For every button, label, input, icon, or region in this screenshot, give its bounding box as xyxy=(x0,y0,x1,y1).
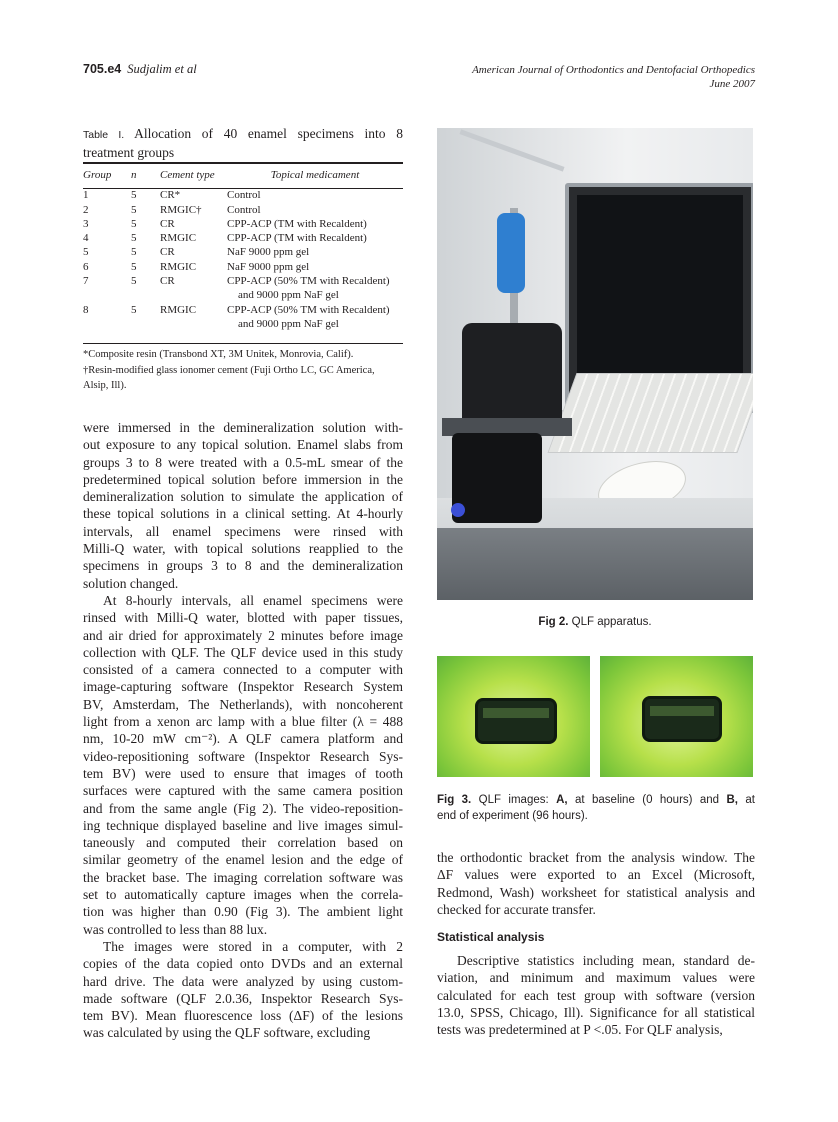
text-line: ΔF values were exported to an Excel (Microsoft, xyxy=(437,867,755,883)
cell-cement-type xyxy=(160,231,227,245)
allocation-table xyxy=(83,168,403,331)
cell-cement-type xyxy=(160,260,227,274)
fig3-caption xyxy=(437,792,755,824)
text-line: demineralization solution to simulate the application of xyxy=(83,489,403,505)
keyboard xyxy=(547,373,753,453)
text-line: BV, Amsterdam, The Netherlands), with noncoherent xyxy=(83,696,403,712)
cell-text: Control xyxy=(227,203,261,216)
microscope-body xyxy=(462,323,562,433)
cell-n xyxy=(131,303,160,332)
cell-text: 5 xyxy=(131,203,137,216)
table-header-row xyxy=(83,168,403,188)
cell-group xyxy=(83,203,131,217)
microscope-base xyxy=(452,433,542,523)
cell-text: 6 xyxy=(83,260,89,273)
cell-text: 5 xyxy=(131,303,137,316)
fig2-caption-text: QLF apparatus. xyxy=(571,616,652,628)
text-line: viation, and minimum and maximum values were xyxy=(437,970,755,986)
cell-text: 5 xyxy=(131,189,137,202)
fig3-image-b xyxy=(600,656,753,777)
text-line: collection with QLF. The QLF device used in this study xyxy=(83,644,403,660)
col-header: Topical medicament xyxy=(270,169,360,181)
cell-topical-medicament xyxy=(227,203,403,217)
cell-text: NaF 9000 ppm gel xyxy=(227,260,310,273)
panel-a-label: A, xyxy=(556,794,568,806)
caption-text: end of experiment (96 hours). xyxy=(437,810,588,822)
text-line: copies of the data copied onto DVDs and an external xyxy=(83,956,403,972)
text-line: predetermined topical solution before immersion in the xyxy=(83,471,403,487)
statistical-analysis-body xyxy=(437,952,755,1038)
text-line: tem BV) were used to ensure that images of tooth xyxy=(83,765,403,781)
bracket xyxy=(642,696,722,742)
journal-name: American Journal of Orthodontics and Dentofacial Orthopedics xyxy=(472,64,755,76)
text-line: specimens in groups 3 to 8 and the demineralization xyxy=(83,558,403,574)
text-line: The images were stored in a computer, with 2 xyxy=(103,938,403,954)
lamp-arm xyxy=(459,129,564,171)
cell-cement-type xyxy=(160,245,227,259)
table-footnotes xyxy=(83,347,403,394)
cell-cement-type xyxy=(160,274,227,303)
table-title-line: Allocation of 40 enamel specimens into 8 xyxy=(134,126,403,141)
text-line: surfaces were captured with the same camera position xyxy=(83,783,403,799)
text-line: were immersed in the demineralization solution with- xyxy=(83,420,403,435)
cell-text: 8 xyxy=(83,303,89,316)
cell-text: CR xyxy=(160,246,175,259)
cell-text-continued: and 9000 ppm NaF gel xyxy=(238,317,339,330)
text-line: consisted of a camera connected to a computer with xyxy=(83,662,403,678)
footnote: †Resin-modified glass ionomer cement (Fuji Ortho LC, GC America, xyxy=(83,364,375,376)
cell-topical-medicament xyxy=(227,303,403,332)
table-row xyxy=(83,231,403,245)
table-row xyxy=(83,217,403,231)
text-line: tion was higher than 0.90 (Fig 3). The ambient light xyxy=(83,904,403,920)
table-label: Table I. xyxy=(83,129,125,141)
text-line: calculated for each test group with software (version xyxy=(437,987,755,1003)
text-line: ing technique displayed baseline and live images simul- xyxy=(83,817,403,833)
fig3-label: Fig 3. xyxy=(437,794,472,806)
text-line: the orthodontic bracket from the analysis window. The xyxy=(437,850,755,865)
text-line: and from the same angle (Fig 2). The video-reposition- xyxy=(83,800,403,816)
cell-cement-type xyxy=(160,217,227,231)
cell-n xyxy=(131,231,160,245)
cell-topical-medicament xyxy=(227,245,403,259)
table-top-rule xyxy=(83,162,403,164)
text-line: Descriptive statistics including mean, standard de- xyxy=(457,953,755,968)
cell-text: RMGIC† xyxy=(160,203,202,216)
text-line: video-repositioning software (Inspektor Research Sys- xyxy=(83,748,403,764)
left-column-body xyxy=(83,419,403,1042)
text-line: nm, 10-20 mW cm⁻²). A QLF camera platform and xyxy=(83,731,403,747)
fig2-caption xyxy=(437,614,753,630)
cell-group xyxy=(83,260,131,274)
cell-text-continued: and 9000 ppm NaF gel xyxy=(238,289,339,302)
cell-topical-medicament xyxy=(227,188,403,202)
fig2-photo-qlf-apparatus xyxy=(437,128,753,600)
cell-text: 5 xyxy=(131,275,137,288)
cell-text: Control xyxy=(227,189,261,202)
cell-text: CR xyxy=(160,217,175,230)
issue-date: June 2007 xyxy=(709,78,755,90)
running-header-right xyxy=(472,63,755,91)
cell-n xyxy=(131,274,160,303)
cell-text: 3 xyxy=(83,217,89,230)
col-header: Group xyxy=(83,169,112,181)
cell-cement-type xyxy=(160,188,227,202)
light-guide-connector xyxy=(451,503,465,517)
right-column-body xyxy=(437,849,755,918)
text-line: made software (QLF 2.0.36, Inspektor Research Sys- xyxy=(83,990,403,1006)
cell-text: 4 xyxy=(83,232,89,245)
text-line: hard drive. The data were analyzed by using custom- xyxy=(83,973,403,989)
cell-text: 7 xyxy=(83,275,89,288)
bracket xyxy=(475,698,557,744)
text-line: groups 3 to 8 were treated with a 0.5-mL smear of the xyxy=(83,454,403,470)
text-line: 13.0, SPSS, Chicago, Ill). Significance for all statistical xyxy=(437,1004,755,1020)
text-line: light from a xenon arc lamp with a blue filter (λ = 488 xyxy=(83,714,403,730)
panel-b-label: B, xyxy=(726,794,738,806)
text-line: tem BV). Mean fluorescence loss (ΔF) of the lesions xyxy=(83,1008,403,1024)
footnote: *Composite resin (Transbond XT, 3M Unitek, Monrovia, Calif). xyxy=(83,349,354,360)
cell-text: CR xyxy=(160,275,175,288)
cell-text: 2 xyxy=(83,203,89,216)
cell-text: CPP-ACP (50% TM with Recaldent) xyxy=(227,303,390,316)
cell-text: 5 xyxy=(131,260,137,273)
text-line: set to automatically capture images when the correla- xyxy=(83,887,403,903)
qlf-camera xyxy=(497,213,525,293)
cell-text: 5 xyxy=(131,217,137,230)
cell-text: NaF 9000 ppm gel xyxy=(227,246,310,259)
authors: Sudjalim et al xyxy=(127,62,197,76)
footnote: Alsip, Ill). xyxy=(83,380,127,391)
text-line: solution changed. xyxy=(83,575,179,591)
cell-group xyxy=(83,231,131,245)
table-bottom-rule xyxy=(83,343,403,344)
cell-text: 5 xyxy=(131,232,137,245)
cell-text: CPP-ACP (TM with Recaldent) xyxy=(227,217,367,230)
cell-topical-medicament xyxy=(227,274,403,303)
cell-n xyxy=(131,188,160,202)
text-line: tests was predetermined at P <.05. For QLF analysis, xyxy=(437,1022,723,1038)
cell-group xyxy=(83,217,131,231)
text-line: was controlled to less than 88 lux. xyxy=(83,921,268,937)
cell-cement-type xyxy=(160,303,227,332)
col-header: Cement type xyxy=(160,169,215,181)
cell-cement-type xyxy=(160,203,227,217)
cell-topical-medicament xyxy=(227,231,403,245)
page-number: 705.e4 xyxy=(83,62,122,76)
text-line: these topical solutions in a clinical setting. At 4-hourly xyxy=(83,506,403,522)
text-line: Milli-Q water, with topical solutions reapplied to the xyxy=(83,541,403,557)
fig3-image-a xyxy=(437,656,590,777)
caption-text: at baseline (0 hours) and xyxy=(575,794,720,806)
text-line: intervals, all enamel specimens were rinsed with xyxy=(83,523,403,539)
text-line: was calculated by using the QLF software, excluding xyxy=(83,1025,371,1041)
table-row xyxy=(83,245,403,259)
cell-text: RMGIC xyxy=(160,260,197,273)
text-line: Redmond, Wash) worksheet for statistical analysis and xyxy=(437,884,755,900)
cell-group xyxy=(83,245,131,259)
cell-text: 5 xyxy=(131,246,137,259)
cell-text: CPP-ACP (50% TM with Recaldent) xyxy=(227,275,390,288)
cell-text: CR* xyxy=(160,189,181,202)
light-source-box xyxy=(437,528,753,600)
text-line: checked for accurate transfer. xyxy=(437,901,596,917)
caption-text: QLF images: xyxy=(478,794,549,806)
table-title-line: treatment groups xyxy=(83,145,175,160)
col-header: n xyxy=(131,169,137,181)
cell-n xyxy=(131,217,160,231)
text-line: At 8-hourly intervals, all enamel specimens were xyxy=(103,592,403,608)
cell-n xyxy=(131,245,160,259)
cell-n xyxy=(131,203,160,217)
text-line: out exposure to any topical solution. Enamel slabs from xyxy=(83,437,403,453)
table-row xyxy=(83,274,403,303)
fig2-label: Fig 2. xyxy=(538,616,569,628)
text-line: and air dried for approximately 2 minutes before image xyxy=(83,627,403,643)
text-line: image-capturing software (Inspektor Research System xyxy=(83,679,403,695)
table-row xyxy=(83,260,403,274)
bracket-slot xyxy=(483,708,549,718)
cell-text: RMGIC xyxy=(160,303,197,316)
cell-topical-medicament xyxy=(227,217,403,231)
cell-topical-medicament xyxy=(227,260,403,274)
text-line: rinsed with Milli-Q water, blotted with paper tissues, xyxy=(83,610,403,626)
cell-text: CPP-ACP (TM with Recaldent) xyxy=(227,232,367,245)
cell-group xyxy=(83,303,131,332)
bracket-slot xyxy=(650,706,714,716)
text-line: taneously and computed their correlation based on xyxy=(83,835,403,851)
caption-text: at xyxy=(745,794,755,806)
cell-text: 5 xyxy=(83,246,89,259)
table-row xyxy=(83,303,403,332)
cell-text: RMGIC xyxy=(160,232,197,245)
cell-n xyxy=(131,260,160,274)
text-line: similar geometry of the enamel lesion and the edge of xyxy=(83,852,403,868)
table-caption xyxy=(83,125,403,162)
section-heading: Statistical analysis xyxy=(437,930,545,944)
cell-group xyxy=(83,188,131,202)
cell-text: 1 xyxy=(83,189,89,202)
table-row xyxy=(83,203,403,217)
running-header-left xyxy=(83,62,197,77)
cell-group xyxy=(83,274,131,303)
table-row xyxy=(83,188,403,202)
text-line: the bracket base. The imaging correlation software was xyxy=(83,869,403,885)
